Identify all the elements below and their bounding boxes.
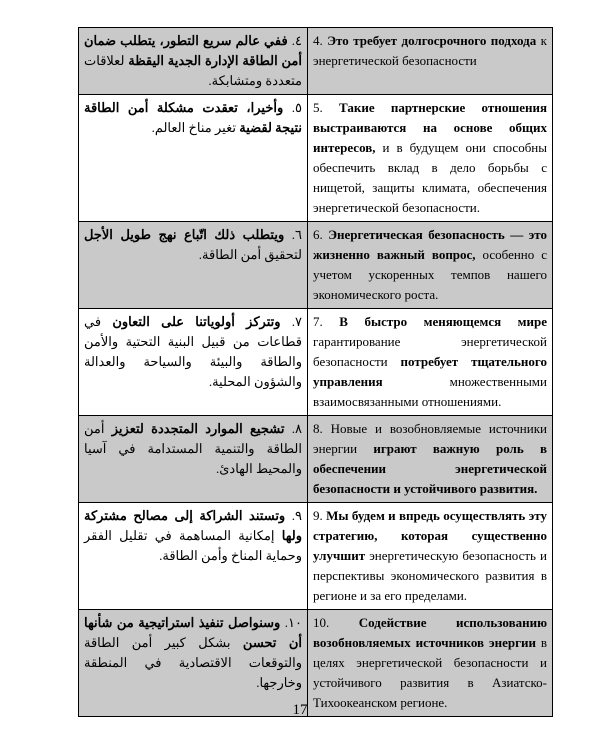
arabic-cell	[79, 222, 308, 309]
table-row	[79, 416, 553, 503]
arabic-text-segment: ففي عالم سريع التطور، يتطلب ضمان أمن الطاقة الإدارة الجدية اليقظة	[84, 33, 302, 68]
russian-text-segment: играют важную роль в обеспечении энергетической безопасности и устойчивого развития.	[313, 441, 548, 496]
translation-table-body	[79, 28, 553, 717]
russian-text-segment: к энергетической безопасности	[313, 33, 547, 68]
russian-text-segment: 9.	[313, 508, 327, 523]
table-row	[79, 610, 553, 717]
page-number: 17	[292, 702, 308, 718]
table-row	[79, 222, 553, 309]
arabic-text-segment: بشكل كبير أمن الطاقة والتوقعات الاقتصادية في المنطقة وخارجها.	[84, 635, 302, 690]
russian-text-segment: потребует тщательного управления	[313, 354, 547, 389]
russian-text-segment: 7.	[313, 314, 340, 329]
arabic-text-segment: ٥.	[283, 100, 302, 115]
russian-text-segment: В быстро меняющемся мире	[339, 314, 547, 329]
russian-text-segment: 6.	[313, 227, 329, 242]
russian-text-segment: 4.	[313, 33, 328, 48]
arabic-text-segment: ٧.	[280, 314, 302, 329]
russian-text-segment: 5.	[313, 100, 339, 115]
table-row	[79, 28, 553, 95]
russian-cell	[308, 309, 553, 416]
arabic-text-segment: ١٠.	[280, 615, 303, 630]
russian-cell	[308, 503, 553, 610]
table-row	[79, 309, 553, 416]
russian-text-segment: 10.	[313, 615, 359, 630]
russian-text-segment: в целях энергетической безопасности и устойчивого развития в Азиатско-Тихоокеанском регионе.	[313, 635, 548, 710]
arabic-text-segment: وتستند الشراكة إلى مصالح مشتركة ولها	[84, 508, 302, 543]
translation-table	[78, 27, 553, 717]
arabic-text-segment: إمكانية المساهمة في تقليل الفقر وحماية المناخ وأمن الطاقة.	[84, 528, 302, 563]
arabic-text-segment: وتتركز أولوياتنا على التعاون	[112, 314, 281, 329]
arabic-cell	[79, 28, 308, 95]
arabic-text-segment: في قطاعات من قبيل البنية التحتية والأمن والطاقة والبيئة والسياحة والعدالة والشؤون المحلية.	[84, 314, 302, 389]
arabic-text-segment: تغير مناخ العالم.	[151, 120, 240, 135]
russian-cell	[308, 95, 553, 222]
russian-text-segment: гарантирование энергетической безопасности	[313, 334, 547, 369]
russian-text-segment: Это требует долгосрочного подхода	[327, 33, 537, 48]
russian-text-segment: энергетическую безопасность и перспективы экономического развития в регионе и за его пределами.	[313, 548, 547, 603]
arabic-cell	[79, 95, 308, 222]
arabic-text-segment: ٦.	[284, 227, 302, 242]
arabic-text-segment: تشجيع الموارد المتجددة لتعزيز	[111, 421, 285, 436]
arabic-cell	[79, 503, 308, 610]
russian-text-segment: 8. Новые и возобновляемые источники энергии	[313, 421, 547, 456]
russian-cell	[308, 610, 553, 717]
russian-cell	[308, 416, 553, 503]
arabic-text-segment: ويتطلب ذلك اتّباع نهج طويل الأجل	[84, 227, 285, 242]
arabic-text-segment: ٤.	[287, 33, 303, 48]
arabic-text-segment: وسنواصل تنفيذ استراتيجية من شأنها أن تحسن	[84, 615, 302, 650]
arabic-cell	[79, 416, 308, 503]
arabic-text-segment: لعلاقات متعددة ومتشابكة.	[84, 53, 302, 88]
arabic-text-segment: ٩.	[285, 508, 302, 523]
arabic-text-segment: وأخيرا، تعقدت مشكلة أمن الطاقة نتيجة لقضية	[84, 100, 302, 135]
russian-text-segment: Мы будем и впредь осуществлять эту стратегию, которая существенно улучшит	[313, 508, 548, 563]
russian-text-segment: Такие партнерские отношения выстраиваются на основе общих интересов,	[313, 100, 547, 155]
russian-text-segment: особенно с учетом ускоренных темпов нашего экономического роста.	[313, 247, 547, 302]
table-row	[79, 503, 553, 610]
russian-text-segment: Энергетическая безопасность — это жизненно важный вопрос,	[313, 227, 548, 262]
arabic-cell	[79, 610, 308, 717]
russian-text-segment: множественными взаимосвязанными отношениями.	[313, 374, 547, 409]
arabic-text-segment: أمن الطاقة والتنمية المستدامة في آسيا والمحيط الهادئ.	[84, 421, 302, 476]
russian-text-segment: Содействие использованию возобновляемых источников энергии	[313, 615, 548, 650]
russian-cell	[308, 28, 553, 95]
arabic-cell	[79, 309, 308, 416]
arabic-text-segment: ٨.	[284, 421, 302, 436]
arabic-text-segment: لتحقيق أمن الطاقة.	[198, 247, 302, 262]
table-row	[79, 95, 553, 222]
russian-text-segment: и в будущем они способны обеспечить вклад в дело борьбы с нищетой, защиты климата, обеспечения энергетической безопасности.	[313, 140, 547, 215]
russian-cell	[308, 222, 553, 309]
